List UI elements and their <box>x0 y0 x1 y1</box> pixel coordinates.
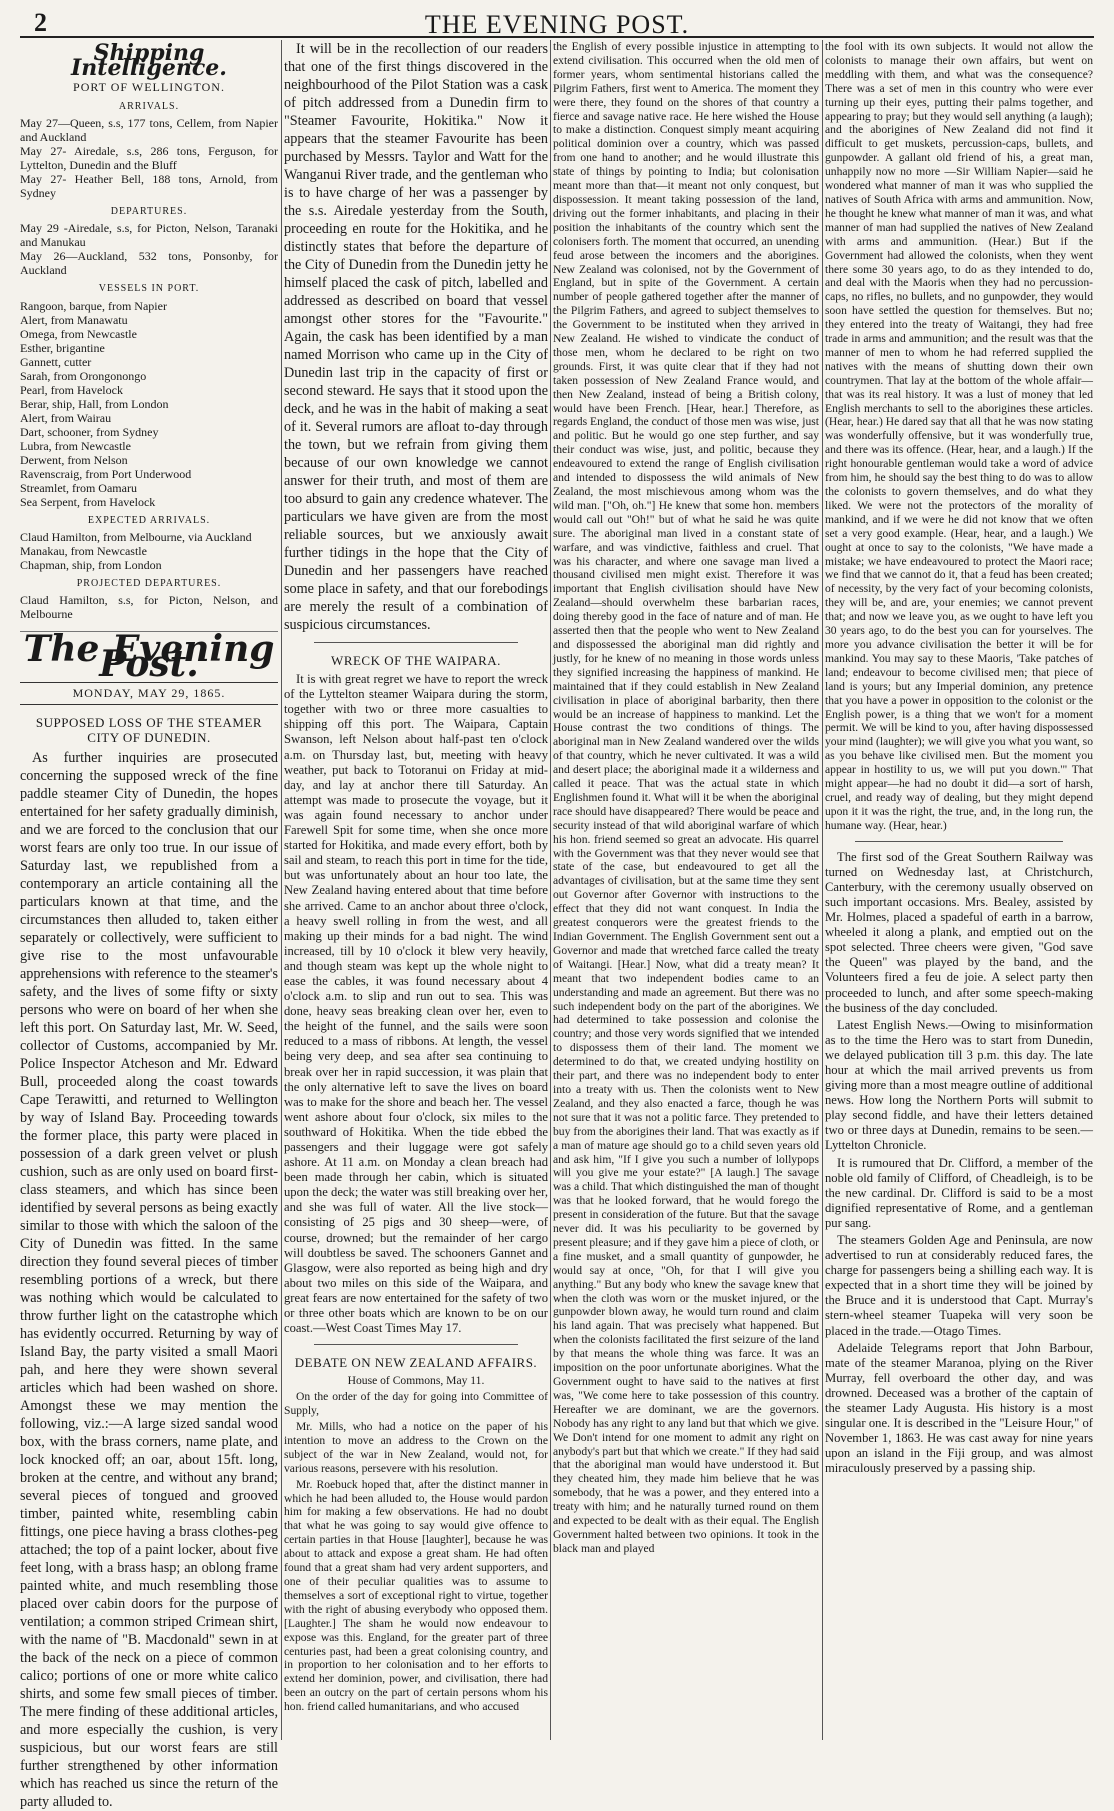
divider <box>855 841 1063 842</box>
paragraph: As further inquiries are prosecuted concerning the supposed wreck of the fine paddle steamer City of Dunedin, the hopes entertained for her safety gradually diminish, and we are forced to the conclusion that our worst fears are only too true. In our issue of Saturday last, we republished from a contemporary an article containing all the particulars known at that time, and the circumstances then alluded to, taken either separately or collectively, were sufficient to give rise to the most unfavourable apprehensions with reference to the steamer's safety, and the lives of some fifty or sixty persons who were on board of her when she left this port. On Saturday last, Mr. W. Seed, collector of Customs, accompanied by Mr. Police Inspector Atcheson and Mr. Edward Bull, proceeded along the coast towards Cape Terawitti, and returned to Wellington by way of Island Bay. Proceeding towards the former place, this party were placed in possession of a dark green velvet or plush cushion, such as are only used on board first-class steamers, and which has since been identified by several persons as being exactly similar to those with which the saloon of the City of Dunedin was fitted. In the same direction they found several pieces of timber resembling portions of a wreck, but there was nothing which would be calculated to throw further light on the catastrophe which has evidently occurred. Returning by way of Island Bay, the party visited a small Maori pah, and here they were shown several articles which had been washed on shore. Amongst these we may mention the following, viz.:—A large sized sandal wood box, with the brass corners, name plate, and lock knocked off; an oar, about 15ft. long, broken at the centre, and without any brand; several pieces of tongued and grooved timber, painted white, resembling cabin fittings, one piece having a brass clothes-peg attached; the top of a paint locker, about five feet long, with a brass hasp; an oblong frame painted white, and much resembling those placed over cabin doors for the purpose of ventilation; a common striped Crimean shirt, with the name of "B. Macdonald" sewn in at the back of the neck on a piece of common calico; portions of one or more white calico shirts, and some few small pieces of timber. The mere finding of these additional articles, and more especially the cushion, is very suspicious, but our worst fears are still further strengthened by other information which has reached us since the return of the party alluded to. <box>20 750 278 1811</box>
shipping-entry: Omega, from Newcastle <box>20 326 137 341</box>
departures-label: DEPARTURES. <box>110 206 188 218</box>
paragraph: It is rumoured that Dr. Clifford, a member of the noble old family of Clifford, of Cheadleigh, is to be the new cardinal. Dr. Clifford is said to be a most dignified representative of Rome, and a gentleman pur sang. <box>825 1155 1093 1230</box>
paragraph: the fool with its own subjects. It would not allow the colonists to manage their own affairs, but went on meddling with them, and what was the consequence? There was a set of men in this country who were ever turning up their eyes, putting their palms together, and appearing to pray; but they would sell anything (a laugh); and the aborigines of New Zealand did not find it difficult to get muskets, percussion-caps, bullets, and gunpowder. A gallant old friend of his, a great man, unhappily now no more —Sir William Napier—said he wondered what manner of man it was who supplied the natives of South Africa with arms and ammunition. Now, he thought he knew what manner of man it was, and what manner of man had supplied the natives of New Zealand with arms and ammunition. (Hear.) But if the Government had allowed the colonists, when they went there some 30 years ago, to do as they intended to do, and deal with the Maoris when they had no percussion-caps, no rifles, no bullets, and no gunpowder, they would soon have settled the question for themselves. But no; they entered into the treaty of Waitangi, they had free trade in arms and ammunition; and the result was that the manner of men to whom he had referred supplied the natives with the means of shutting down their own countrymen. That lay at the bottom of the whole affair—that was its real history. It was a lust of money that led English merchants to sell to the aborigines these articles. (Hear, hear.) He dared say that all that he was now stating was wonderfully offensive, but it was wonderfully true, and there was its offence. (Hear, hear, and a laugh.) If the right honourable gentleman would take a word of advice from him, he should say the best thing to do was to allow the colonists to govern themselves, and do what they liked. We were not the protectors of the morality of mankind, and if we were he did not know that we often set a very good example. (Hear, hear, and a laugh.) We ought at once to say to the colonists, "We have made a mistake; we have endeavoured to protect the Maori race; we find that we cannot do it, that a feud has been created; of necessity, by the very fact of your becoming colonists, they will be, and are, your enemies; we cannot prevent that; and now we leave you, as we ought to have left you 30 years ago, to do the best you can for yourselves. The more you advance civilisation the better it will be for mankind. You may say to these Maoris, 'Take patches of land; endeavour to become civilised men; that piece of land is yours; but any Imperial dominion, any pretence that you have a power in opposition to the colonist or the English power, is a thing that we won't for a moment permit. We will be kind to you, after having dispossessed your mind (laughter); we will give you what you want, so as you behave like civilised men. But the moment you appear in hostility to us, we will put you down.'" That might appear—he had no doubt it did—a sort of harsh, cruel, and ready way of dealing, but they might depend upon it it was the right, the true, and, in the long run, the humane way. (Hear, hear.) <box>825 40 1093 832</box>
paragraph: The steamers Golden Age and Peninsula, are now advertised to run at considerably reduced fares, the charge for passengers being a shilling each way. It is expected that in a short time they will be joined by the Bruce and it is understood that Capt. Murray's stern-wheel steamer Tuapeka will very soon be placed in the trade.—Otago Times. <box>825 1233 1093 1338</box>
divider <box>314 642 518 643</box>
arrivals-list <box>20 116 278 200</box>
arrivals-label: ARRIVALS. <box>118 101 180 113</box>
shipping-entry: Streamlet, from Oamaru <box>20 480 137 495</box>
head-rule <box>20 36 1094 38</box>
shipping-entry: Rangoon, barque, from Napier <box>20 298 167 313</box>
shipping-entry: Lubra, from Newcastle <box>20 438 131 453</box>
shipping-entry: Alert, from Wairau <box>20 410 112 425</box>
paragraph: It will be in the recollection of our readers that one of the first things discovered in the neighbourhood of the Pilot Station was a cask of pitch addressed from a Dunedin firm to "Steamer Favourite, Hokitika." Now it appears that the steamer Favourite has been purchased by Messrs. Taylor and Watt for the Wanganui River trade, and the gentleman who is to have charge of her was a passenger by the s.s. Airedale yesterday from the South, proceeding en route for the Hokitika, and he distinctly states that before the departure of the City of Dunedin from the Dunedin jetty he himself placed the cask of pitch, labelled and addressed as described on board that vessel amongst other stores for the "Favourite." Again, the cask has been identified by a man named Morrison who came up in the City of Dunedin last trip in the capacity of first or second steward. He says that it stood upon the deck, and he was in the habit of making a seat of it. Several rumors are afloat to-day through the town, but we refrain from giving them because of our own knowledge we cannot answer for their truth, and most of them are too absurd to gain any credence whatever. The particulars we have given are from the most reliable sources, but we anxiously await further tidings in the hope that the City of Dunedin and her passengers have reached some place in safety, and that our forebodings are merely the result of a combination of suspicious circumstances. <box>284 41 548 633</box>
column-1 <box>20 40 278 1811</box>
shipping-entry: Chapman, ship, from London <box>20 557 162 572</box>
shipping-entry: Gannett, cutter <box>20 354 92 369</box>
column-rule <box>281 40 282 1740</box>
shipping-entry: Esther, brigantine <box>20 340 105 355</box>
news-items <box>825 1018 1093 1477</box>
paragraph: Latest English News.—Owing to misinformation as to the time the Hero was to start from Dunedin, we delayed publication till 3 p.m. this day. The late hour at which the mail arrived prevents us from giving more than a most meagre outline of additional news. How long the Northern Ports will submit to play second fiddle, and have their letters detained two or three days at Dunedin, remains to be seen.—Lyttelton Chronicle. <box>825 1017 1093 1153</box>
expected-list <box>20 530 278 572</box>
paragraph: Mr. Roebuck hoped that, after the distinct manner in which he had been alluded to, the House would pardon him for making a few observations. He had no doubt that what he was going to say would give offence to certain parties in that House [laughter], because he was about to attack and expose a great sham. He had often found that a great sham had very ardent supporters, and one of their peculiar qualities was to assume to themselves a sort of exceptional right to virtue, together with the right of abusing everybody who opposed them. [Laughter.] The sham he would now endeavour to expose was this. England, for the greater part of three centuries past, had been a great colonising country, and in proportion to her colonisation and to her efforts to extend her dominion, power, and civilisation, there had been an outcry on the part of certain persons whom his hon. friend called humanitarians, and who accused <box>284 1477 548 1714</box>
projected-label: PROJECTED DEPARTURES. <box>76 577 222 589</box>
shipping-entry: May 29 -Airedale, s.s, for Picton, Nelson, Taranaki and Manukau <box>20 221 278 250</box>
newspaper-flag: The Evening Post. <box>23 627 275 685</box>
running-title: THE EVENING POST. <box>424 10 690 39</box>
expected-label: EXPECTED ARRIVALS. <box>87 514 211 526</box>
shipping-entry: Berar, ship, Hall, from London <box>20 396 169 411</box>
shipping-entry: Pearl, from Havelock <box>20 382 123 397</box>
debate-subhead: House of Commons, May 11. <box>347 1374 485 1388</box>
shipping-entry: Manakau, from Newcastle <box>20 543 147 558</box>
waipara-body <box>284 672 548 1336</box>
waipara-heading: WRECK OF THE WAIPARA. <box>331 653 501 668</box>
in-port-label: VESSELS IN PORT. <box>98 283 200 295</box>
paragraph: It is with great regret we have to report the wreck of the Lyttelton steamer Waipara during the storm, together with two or three more casualties to shipping off this port. The Waipara, Captain Swanson, left Nelson about half-past ten o'clock a.m. on Thursday last, but, meeting with heavy weather, put back to Totoranui on Friday at mid-day, and lay at anchor there till Saturday. An attempt was made to prosecute the voyage, but it was again found necessary to anchor under Farewell Spit for some time, when she once more started for Hokitika, and made every effort, both by sail and steam, to reach this port in time for the tide, but was unfortunately about an hour too late, the New Zealand having entered about that time before she arrived. Came to an anchor about three o'clock, a heavy swell rolling in from the west, and all making up their minds for a bad night. The wind increased, till by 10 o'clock it blew very heavily, and though steam was kept up the whole night to ease the cables, it was found necessary about 4 o'clock a.m. to slip and run out to sea. This was done, heavy seas breaking clean over her, even to the height of the funnel, and the sails were soon reduced to a mass of ribbons. At length, the vessel being very deep, and sea after sea continuing to break over her in rapid succession, it was plain that the only alternative left to save the lives on board was to make for the shore and beach her. The vessel went ashore about four o'clock, six miles to the southward of Hokitika. When the tide ebbed the passengers and their luggage were got safely ashore. At 11 a.m. on Monday a clean breach had been made through her cabin, which is situated upon the deck; the water was still breaking over her, and she was full of water. All the live stock—consisting of 25 pigs and 30 sheep—were, of course, drowned; but the remainder of her cargo will doubtless be saved. The schooners Gannet and Glasgow, were also reported as being high and dry about two miles on this side of the Waipara, and great fears are now entertained for the safety of two or three other boats which are known to be on our coast.—West Coast Times May 17. <box>284 672 548 1336</box>
shipping-entry: Sea Serpent, from Havelock <box>20 494 156 509</box>
shipping-entry: Derwent, from Nelson <box>20 452 128 467</box>
shipping-entry: Alert, from Manawatu <box>20 312 128 327</box>
shipping-entry: May 26—Auckland, 532 tons, Ponsonby, for Auckland <box>20 249 278 278</box>
page-number: 2 <box>34 8 47 37</box>
shipping-entry: May 27—Queen, s.s, 177 tons, Cellem, from Napier and Auckland <box>20 116 278 145</box>
shipping-entry: Claud Hamilton, from Melbourne, via Auckland <box>20 529 252 544</box>
debate-heading: DEBATE ON NEW ZEALAND AFFAIRS. <box>294 1355 538 1371</box>
divider <box>314 1344 518 1345</box>
paragraph: the English of every possible injustice in attempting to extend civilisation. This occurred when the old men of former years, whom sentimental historians called the Pilgrim Fathers, first went to America. The moment they were there, they found on the shores of that country a fierce and savage native race. He here wished the House to make a distinction. Conquest simply meant acquiring political dominion over a country, which was passed from one hand to another; and he would illustrate this state of things by pointing to India; but colonisation meant more than that—it meant not only conquest, but dispossession. It meant taking possession of the land, driving out the former inhabitants, and placing in their position the inhabitants of the country which sent the colonisers forth. The moment that occurred, an unending feud arose between the incomers and the aborigines. New Zealand was colonised, not by the Government of England, but in spite of the Government. A certain number of people gathered together after the manner of the Pilgrim Fathers, and agreed to subject themselves to the Government to be instituted when they arrived in New Zealand. He wished to vindicate the conduct of those men, whom he declared to be right on two grounds. First, it was quite clear that if they had not taken possession of New Zealand France would, and then New Zealand, instead of being a British colony, would have been French. [Hear, hear.] Therefore, as regards England, the conduct of those men was wise, just and politic. But he would go one step further, and say their conduct was wise, just, and politic, because they endeavoured to extend the range of English civilisation and intended to dispossess the wild animals of New Zealand, the most mischievous among whom was the wild man. ["Oh, oh."] He knew that some hon. members would call out "Oh!" but of what he said he was quite sure. The aboriginal man lived in a constant state of warfare, and was vindictive, faithless and cruel. That was his character, and where one savage man lived a thousand civilised men might exist. Therefore it was important that English civilisation should have New Zealand—should overwhelm these barbarian races, doing thereby good in the face of nature and of man. He asserted then that the people who went to New Zealand and dispossessed the aboriginal man did rightly and justly, for he knew of no meaning in those words unless they signified increasing the happiness of mankind. He maintained that if they could establish in New Zealand civilisation in place of aboriginal barbarity, then there would be an increase of happiness to mankind. Let the House contrast the two conditions of things. The aboriginal man in New Zealand wandered over the wilds of that country, which he never cultivated. It was a wild and desert place; the aboriginal made it a wilderness and called it peace. That was the actual state in which Englishmen found it. What will it be when the aboriginal race should have disappeared? There would be peace and security instead of that wild aboriginal warfare of which his hon. friend seemed so great an advocate. His quarrel with the Government was that they never would see that state of the case, but endeavoured to get all the advantages of civilisation, but at the same time they sent out Governor after Governor with instructions to the effect that they did not want conquest. In India the greatest conquerors were the greatest friends to the Indian Government. The English Government sent out a Governor and made that wretched farce called the treaty of Waitangi. [Hear.] Now, what did a treaty mean? It meant that two independent bodies came to an understanding and made an agreement. But there was no such independent body on the part of the aborigines. We had determined to take possession and colonise the country; and those very words signified that we intended to dispossess them of their land. The moment we determined to do that, we created undying hostility on their part, and there was no independent body to enter into a treaty with us. Then the colonists went to New Zealand, and they also enacted a farce, though he was not sure that it was not a politic farce. They pretended to buy from the aborigines their land. That was exactly as if a man of mature age should go to a child seven years old and ask him, "If I give you such a number of lollypops will you give me your estate?" [A laugh.] The savage was a child. That which distinguished the man of thought was that he looked forward, that he would forego the present in consideration of the future. But that the savage never did. It was his peculiarity to be governed by present pleasure; and if they gave him a piece of cloth, or a fine musket, and a small quantity of gunpowder, he would say at once, "Oh, for that I will give you anything." But any body who knew the savage knew that when the cloth was worn or the musket injured, or the gunpowder blown away, he would turn round and claim his land again. That was precisely what happened. But when the colonists facilitated the first seizure of the land by that means the whole thing was farce. It was an imposition on the poor unfortunate aborigines. What the Government ought to have said to the natives at first was, "We come here to take possession of this country. Hereafter we are dominant, we are the governors. Nobody has any right to any land but that which we give. We Don't intend for one moment to admit any right on anybody's part but that which we create." If they had said that the aboriginal man would have understood it. But they cheated him, they made him believe that he was somebody, that he was a power, and they entered into a treaty with him; and he naturally turned round on them and expected to be dealt with as their equal. The English Government halted between two opinions. It took in the black man and played <box>553 40 819 1555</box>
column-rule <box>822 40 823 1740</box>
paragraph: Mr. Mills, who had a notice on the paper of his intention to move an address to the Crown on the subject of the war in New Zealand, would not, for various reasons, persevere with his resolution. <box>284 1420 548 1475</box>
shipping-entry: Ravenscraig, from Port Underwood <box>20 466 192 481</box>
dunedin-body <box>20 749 278 1811</box>
projected-list <box>20 593 278 621</box>
shipping-entry: Sarah, from Orongonongo <box>20 368 147 383</box>
column-2 <box>284 40 548 1740</box>
railway-item: The first sod of the Great Southern Railway was turned on Wednesday last, at Christchurch, Canterbury, with the ceremony usually observed on such important occasions. Mrs. Bealey, assisted by Mr. Holmes, placed a spadeful of earth in a barrow, wheeled it along a plank, and emptied out on the spot selected. Three cheers were given, "God save the Queen" was played by the band, and the Volunteers fired a feu de joie. A select party then proceeded to lunch, and after some speech-making the business of the day concluded. <box>825 849 1093 1015</box>
shipping-heading: Shipping Intelligence. <box>71 40 227 82</box>
debate-body <box>284 1390 548 1714</box>
shipping-entry: May 27- Airedale, s.s, 286 tons, Ferguson, for Lyttelton, Dunedin and the Bluff <box>20 144 278 173</box>
shipping-entry: Claud Hamilton, s.s, for Picton, Nelson, and Melbourne <box>20 592 278 621</box>
shipping-entry: Dart, schooner, from Sydney <box>20 424 159 439</box>
shipping-entry: May 27- Heather Bell, 188 tons, Arnold, from Sydney <box>20 172 278 201</box>
column-rule <box>550 40 551 1740</box>
in-port-list <box>20 299 278 509</box>
port-label: PORT OF WELLINGTON. <box>73 80 225 95</box>
paragraph: On the order of the day for going into Committee of Supply, <box>284 1390 548 1418</box>
column-3 <box>553 40 819 1740</box>
masthead <box>20 4 1094 40</box>
issue-date: MONDAY, MAY 29, 1865. <box>20 682 278 705</box>
column-4 <box>825 40 1093 1740</box>
debate-continued <box>825 40 1093 833</box>
paragraph: Adelaide Telegrams report that John Barbour, mate of the steamer Maranoa, plying on the River Murray, fell overboard the other day, and was drowned. Deceased was a brother of the captain of the steamer Lady Augusta. His history is a most singular one. It is described in the "Leisure Hour," of November 1, 1863. He was cast away for nine years upon an island in the Fiji group, and was almost miraculously preserved by a passing ship. <box>825 1340 1093 1476</box>
dunedin-continued <box>284 40 548 634</box>
departures-list <box>20 221 278 277</box>
dunedin-heading: SUPPOSED LOSS OF THE STEAMER CITY OF DUNEDIN. <box>35 715 263 746</box>
